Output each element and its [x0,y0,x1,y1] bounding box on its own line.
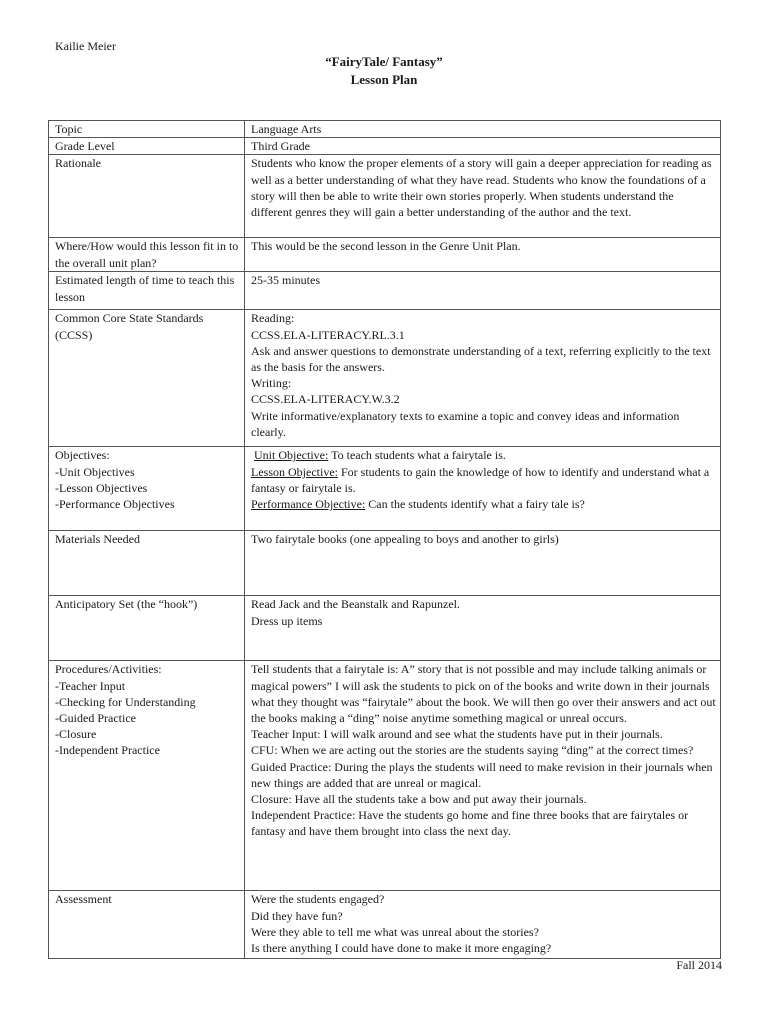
procedures-teacher-input: Teacher Input: I will walk around and see what the students have put in their journals. [251,727,663,742]
row-ccss [49,310,721,447]
anticipatory-set-value [245,596,721,661]
performance-objective-heading: Performance Objective: [251,497,366,512]
row-assessment [49,891,721,959]
ccss-label-line: Common Core State Standards [55,311,204,326]
procedures-label [49,661,245,891]
objectives-unit-label: -Unit Objectives [55,464,135,479]
assessment-engaged: Were the students engaged? [251,892,385,907]
rationale-value: Students who know the proper elements of a story will gain a deeper appreciation for reading as well as a better understanding of what they have read. Students who know the foundations of a story will then be able to write their own stories properly. When students understand the different genres they will gain a better understanding of the author and the text. [245,155,721,238]
procedures-independent-practice: Independent Practice: Have the students go home and fine three books that are fairytales or fantasy and have them brought into class the next day. [251,808,689,839]
objectives-performance-label: -Performance Objectives [55,497,175,512]
materials-label: Materials Needed [49,531,245,596]
lesson-objective-text: For students to gain the knowledge of how to identify and understand what a fantasy or fairytale is. [251,464,710,495]
assessment-value [245,891,721,959]
row-time [49,272,721,310]
ccss-reading-code: CCSS.ELA-LITERACY.RL.3.1 [251,327,405,342]
lesson-objective [251,464,717,496]
procedures-guided-practice: Guided Practice: During the plays the students will need to make revision in their journals when new things are added that are unreal or magical. [251,759,713,790]
assessment-improve: Is there anything I could have done to make it more engaging? [251,941,552,956]
unit-fit-value: This would be the second lesson in the Genre Unit Plan. [245,238,721,272]
procedures-value [245,661,721,891]
performance-objective-text: Can the students identify what a fairy tale is? [365,497,585,512]
row-materials [49,531,721,596]
row-procedures [49,661,721,891]
ccss-label [49,310,245,447]
ccss-writing-heading: Writing: [251,376,292,391]
procedures-heading: Procedures/Activities: [55,662,162,677]
anticipatory-line-read: Read Jack and the Beanstalk and Rapunzel. [251,597,460,612]
row-topic [49,121,721,138]
assessment-fun: Did they have fun? [251,908,343,923]
time-value: 25-35 minutes [245,272,721,310]
lesson-subtitle: Lesson Plan [350,72,418,87]
procedures-cfu: CFU: When we are acting out the stories are the students saying “ding” at the correct times? [251,743,694,758]
lesson-plan-table [48,120,721,959]
ccss-writing-text: Write informative/explanatory texts to examine a topic and convey ideas and information clearly. [251,408,680,439]
anticipatory-set-label: Anticipatory Set (the “hook”) [49,596,245,661]
objectives-lesson-label: -Lesson Objectives [55,480,148,495]
procedures-independent-label: -Independent Practice [55,743,160,758]
ccss-writing-code: CCSS.ELA-LITERACY.W.3.2 [251,392,400,407]
procedures-intro: Tell students that a fairytale is: A” story that is not possible and may include talking animals or magical powers” I will ask the students to pick on of the books and write down in their journals what they thought was “fairytale” about the book. We will then go over their answers and act out the books making a “ding” noise anytime something magical or unreal occurs. [251,662,716,726]
ccss-reading-text: Ask and answer questions to demonstrate understanding of a text, referring explicitly to the text as the basis for the answers. [251,343,711,375]
materials-value: Two fairytale books (one appealing to boys and another to girls) [245,531,721,596]
unit-fit-label: Where/How would this lesson fit in to the overall unit plan? [49,238,245,272]
row-grade-level [49,138,721,155]
row-anticipatory-set [49,596,721,661]
grade-level-label: Grade Level [49,138,245,155]
performance-objective [251,496,717,512]
row-objectives [49,447,721,531]
row-rationale [49,155,721,238]
footer-term: Fall 2014 [676,958,722,972]
row-unit-fit [49,238,721,272]
unit-objective-text: To teach students what a fairytale is. [328,448,506,463]
rationale-label: Rationale [49,155,245,238]
grade-level-value: Third Grade [245,138,721,155]
anticipatory-line-dress-up: Dress up items [251,613,323,628]
unit-objective-heading: Unit Objective: [254,448,329,463]
procedures-teacher-input-label: -Teacher Input [55,678,126,693]
lesson-objective-heading: Lesson Objective: [251,464,338,479]
author-name: Kailie Meier [55,39,116,53]
ccss-label-abbrev: (CCSS) [55,327,93,342]
objectives-heading: Objectives: [55,448,110,463]
lesson-title: “FairyTale/ Fantasy” [325,54,443,69]
assessment-unreal: Were they able to tell me what was unreal about the stories? [251,924,539,939]
procedures-guided-label: -Guided Practice [55,711,136,726]
objectives-label [49,447,245,531]
assessment-label: Assessment [49,891,245,959]
procedures-closure-label: -Closure [55,727,97,742]
ccss-value [245,310,721,447]
unit-objective [251,447,717,463]
procedures-cfu-label: -Checking for Understanding [55,694,196,709]
topic-value: Language Arts [245,121,721,138]
objectives-value [245,447,721,531]
topic-label: Topic [49,121,245,138]
procedures-closure: Closure: Have all the students take a bow and put away their journals. [251,792,587,807]
ccss-reading-heading: Reading: [251,311,295,326]
time-label: Estimated length of time to teach this lesson [49,272,245,310]
